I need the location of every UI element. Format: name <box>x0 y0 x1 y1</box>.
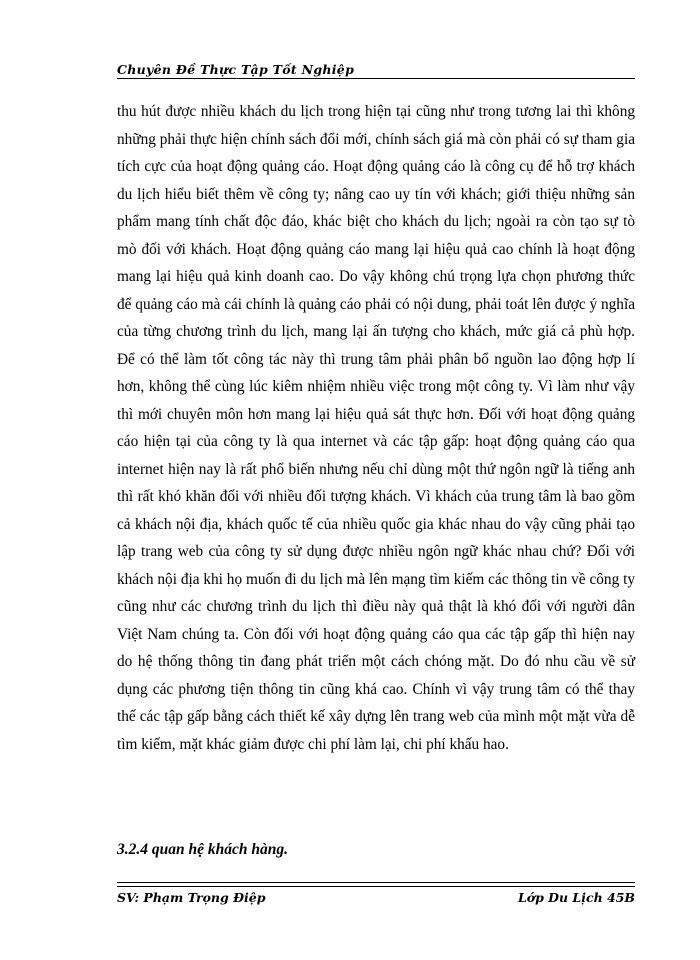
section-heading: 3.2.4 quan hệ khách hàng. <box>117 841 288 858</box>
header-title: Chuyên Đề Thực Tập Tốt Nghiệp <box>117 62 355 77</box>
header-divider <box>117 78 635 79</box>
footer-author: SV: Phạm Trọng Điệp <box>117 890 266 905</box>
body-paragraph: thu hút được nhiều khách du lịch trong hiện tại cũng như trong tương lai thì không những phải thực hiện chính sách đổi mới, chính sách giá mà còn phải có sự tham gia tích cực của hoạt động quảng cáo. Hoạt động quảng cáo là công cụ để hỗ trợ khách du lịch hiểu biết thêm về công ty; nâng cao uy tín với khách; giới thiệu những sản phẩm mang tính chất độc đáo, khác biệt cho khách du lịch; ngoài ra còn tạo sự tò mò đối với khách. Hoạt động quảng cáo mang lại hiệu quả cao chính là hoạt động mang lại hiệu quả kinh doanh cao. Do vậy không chú trọng lựa chọn phương thức để quảng cáo mà cái chính là quảng cáo phải có nội dung, phải toát lên được ý nghĩa của từng chương trình du lịch, mang lại ấn tượng cho khách, mức giá cả phù hợp. Để có thể làm tốt công tác này thì trung tâm phải phân bổ nguồn lao động hợp lí hơn, không thể cùng lúc kiêm nhiệm nhiều việc trong một công ty. Vì làm như vậy thì mới chuyên môn hơn mang lại hiệu quả sát thực hơn. Đối với hoạt động quảng cáo hiện tại của công ty là qua internet và các tập gấp: hoạt động quảng cáo qua internet hiện nay là rất phổ biến nhưng nếu chỉ dùng một thứ ngôn ngữ là tiếng anh thì rất khó khăn đối với nhiều đối tượng khách. Vì khách của trung tâm là bao gồm cả khách nội địa, khách quốc tế của nhiều quốc gia khác nhau do vậy cũng phải tạo lập trang web của công ty sử dụng được nhiều ngôn ngữ khác nhau chứ? Đối với khách nội địa khi họ muốn đi du lịch mà lên mạng tìm kiếm các thông tin về công ty cũng như các chương trình du lịch thì điều này quả thật là khó đối với người dân Việt Nam chúng ta. Còn đối với hoạt động quảng cáo qua các tập gấp thì hiện nay do hệ thống thông tin đang phát triển một cách chóng mặt. Do đó nhu cầu về sử dụng các phương tiện thông tin cũng khá cao. Chính vì vậy trung tâm có thể thay thế các tập gấp bằng cách thiết kế xây dựng lên trang web của mình một mặt vừa dễ tìm kiếm, mặt khác giảm được chi phí làm lại, chi phí khấu hao. <box>117 103 635 753</box>
footer-class: Lớp Du Lịch 45B <box>517 890 635 905</box>
footer-divider <box>117 882 635 887</box>
